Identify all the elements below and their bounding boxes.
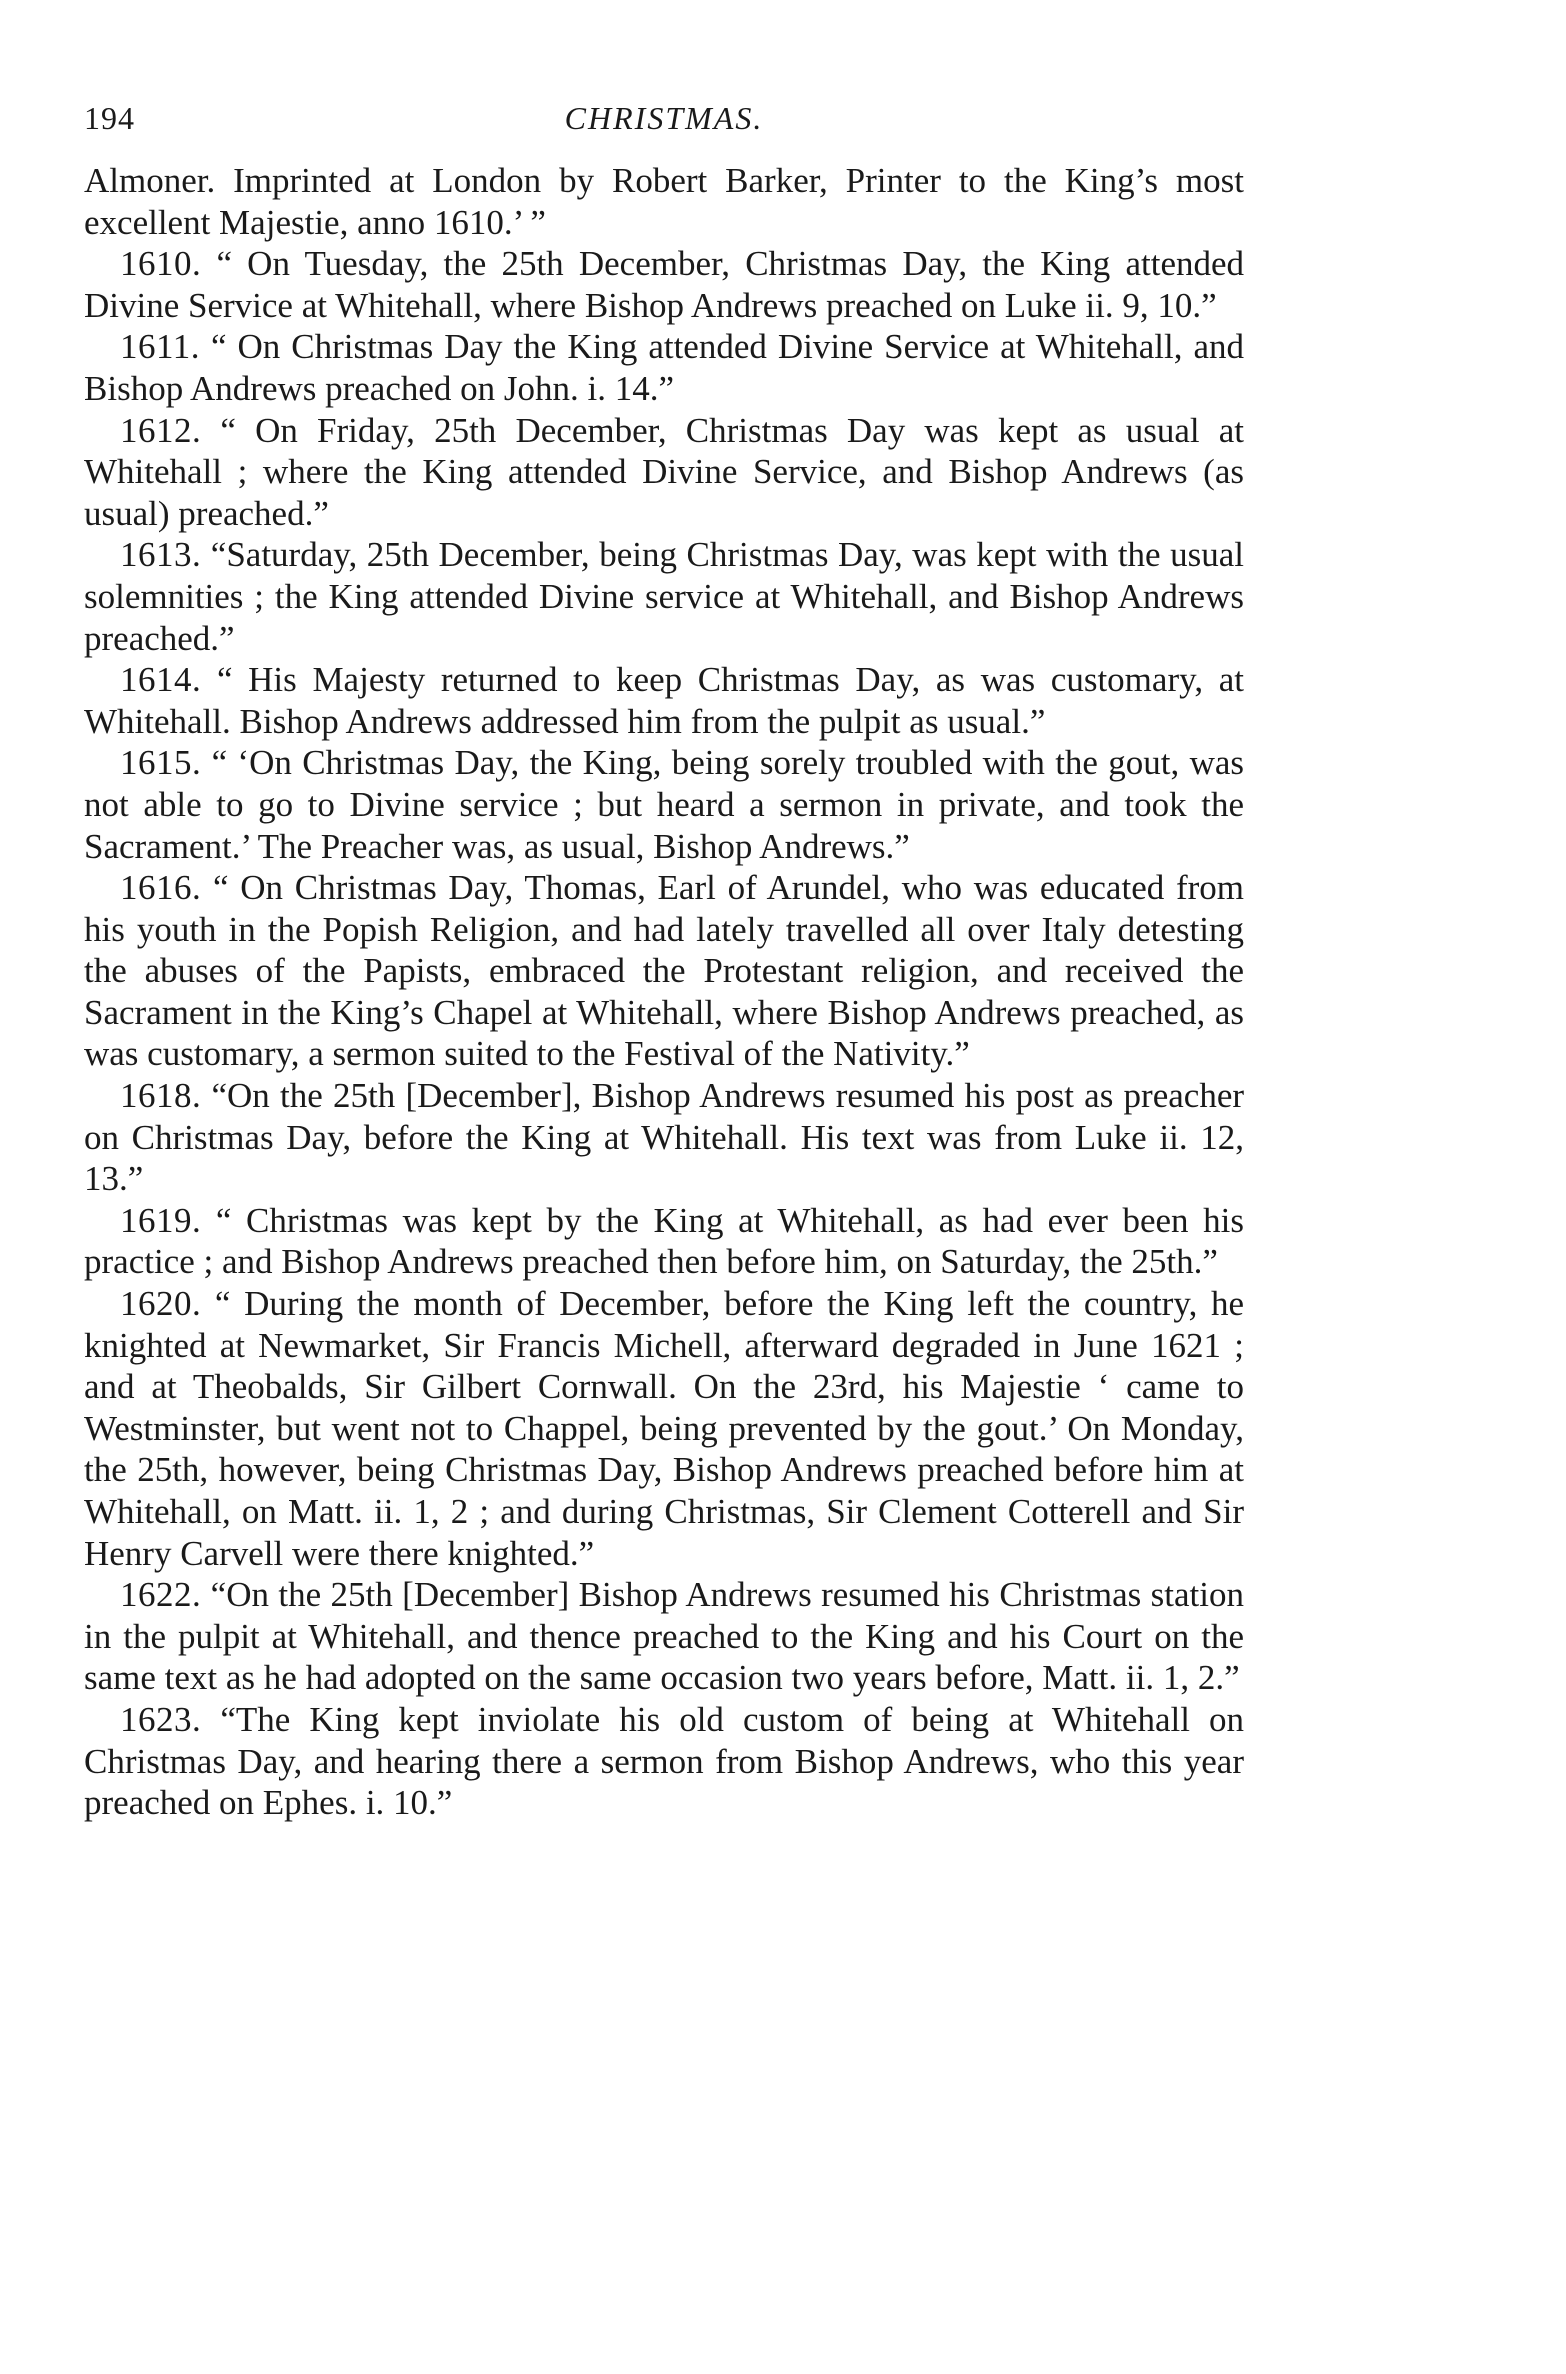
- page-number: 194: [84, 100, 135, 136]
- running-head: [84, 100, 1244, 160]
- entry-year: 1612.: [120, 410, 202, 450]
- entry-1623: [84, 1699, 1244, 1824]
- entry-year: 1622.: [120, 1575, 202, 1615]
- entry-1613: [84, 534, 1244, 659]
- entry-year: 1615.: [120, 743, 202, 783]
- entry-1622: [84, 1574, 1244, 1699]
- entry-1612: [84, 410, 1244, 535]
- entry-text: “ On Christmas Day, Thomas, Earl of Arundel, who was educated from his youth in the Popish Religion, and had lately travelled all over Italy detesting the abuses of the Papists, embraced the Protestant religion, and received the Sacrament in the King’s Chapel at Whitehall, where Bishop Andrews preached, as was customary, a sermon suited to the Festival of the Nativity.”: [84, 868, 1244, 1074]
- entry-text: “ On Tuesday, the 25th December, Christmas Day, the King attended Divine Service at Whitehall, where Bishop Andrews preached on Luke ii. 9, 10.”: [84, 244, 1245, 325]
- entry-year: 1614.: [120, 660, 202, 700]
- entry-text: “The King kept inviolate his old custom of being at Whitehall on Christmas Day, and hearing there a sermon from Bishop Andrews, who this year preached on Ephes. i. 10.”: [84, 1699, 1245, 1823]
- entry-text: “Saturday, 25th December, being Christmas Day, was kept with the usual solemnities ; the King attended Divine service at Whitehall, and Bishop Andrews preached.”: [84, 535, 1245, 658]
- entry-text: “ Christmas was kept by the King at Whitehall, as had ever been his practice ; and Bishop Andrews preached then before him, on Saturday, the 25th.”: [84, 1200, 1245, 1282]
- entry-year: 1623.: [120, 1699, 202, 1739]
- entry-1616: [84, 867, 1244, 1075]
- entry-1614: [84, 659, 1244, 742]
- entry-text: “ On Christmas Day the King attended Divine Service at Whitehall, and Bishop Andrews preached on John. i. 14.”: [84, 327, 1245, 408]
- entry-text: “ During the month of December, before the King left the country, he knighted at Newmarket, Sir Francis Michell, afterward degraded in June 1621 ; and at Theobalds, Sir Gilbert Cornwall. On the 23rd, his Majestie ‘ came to Westminster, but went not to Chappel, being prevented by the gout.’ On Monday, the 25th, however, being Christmas Day, Bishop Andrews preached before him at Whitehall, on Matt. ii. 1, 2 ; and during Christmas, Sir Clement Cotterell and Sir Henry Carvell were there knighted.”: [84, 1284, 1245, 1573]
- entry-text: “ His Majesty returned to keep Christmas Day, as was customary, at Whitehall. Bishop Andrews addressed him from the pulpit as usual.”: [84, 660, 1245, 741]
- entry-year: 1618.: [120, 1076, 202, 1116]
- entry-1610: [84, 243, 1244, 326]
- entry-1615: [84, 742, 1244, 867]
- book-page: [84, 100, 1244, 1824]
- running-title: CHRISTMAS.: [564, 100, 764, 136]
- entry-text: “ ‘On Christmas Day, the King, being sorely troubled with the gout, was not able to go to Divine service ; but heard a sermon in private, and took the Sacrament.’ The Preacher was, as usual, Bishop Andrews.”: [84, 743, 1245, 866]
- entry-year: 1616.: [120, 868, 202, 908]
- entry-1611: [84, 326, 1244, 409]
- entry-year: 1619.: [120, 1200, 202, 1240]
- entry-text: “On the 25th [December] Bishop Andrews resumed his Christmas station in the pulpit at Whitehall, and thence preached to the King and his Court on the same text as he had adopted on the same occasion two years before, Matt. ii. 1, 2.”: [84, 1575, 1244, 1698]
- body-text: [84, 160, 1244, 1824]
- entry-year: 1610.: [120, 244, 202, 284]
- entry-year: 1613.: [120, 535, 202, 575]
- entry-year: 1611.: [120, 327, 200, 367]
- entry-1618: [84, 1075, 1244, 1200]
- entry-text: “On the 25th [December], Bishop Andrews resumed his post as preacher on Christmas Day, before the King at Whitehall. His text was from Luke ii. 12, 13.”: [84, 1076, 1245, 1199]
- entry-1619: [84, 1200, 1244, 1283]
- entry-text: “ On Friday, 25th December, Christmas Day was kept as usual at Whitehall ; where the King attended Divine Service, and Bishop Andrews (as usual) preached.”: [84, 410, 1245, 533]
- entry-year: 1620.: [120, 1284, 202, 1324]
- opening-paragraph: Almoner. Imprinted at London by Robert Barker, Printer to the King’s most excellent Majestie, anno 1610.’ ”: [84, 161, 1244, 242]
- entry-1620: [84, 1283, 1244, 1574]
